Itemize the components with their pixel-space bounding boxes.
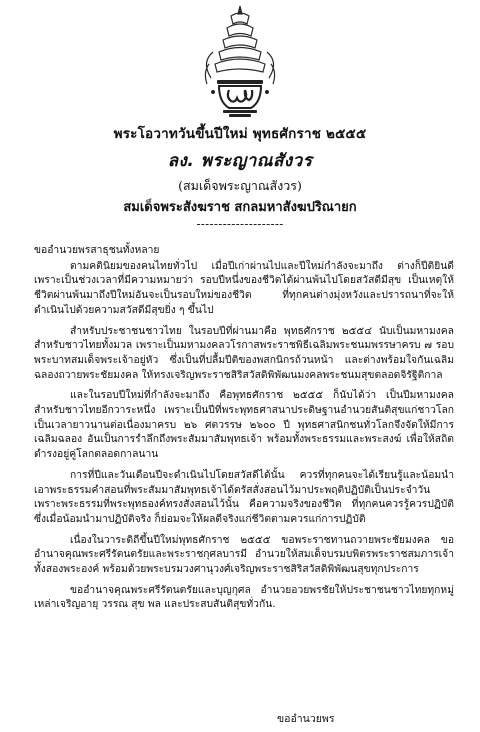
paragraph: และในรอบปีใหม่ที่กำลังจะมาถึง คือพุทธศักราช ๒๕๕๕ ก็นับได้ว่า เป็นปีมหามงคลสำหรับชาวไทยอีกวาระหนึ่ง เพราะเป็นปีที่พระพุทธศาสนาประดิษฐานอำนวยสันติสุขแก่ชาวโลกเป็นเวลายาวนานต่อเนื่องมาครบ ๒๖ ศตวรรษ ๒๖๐๐ ปี พุทธศาสนิกชนทั่วโลกจึงจัดให้มีการเฉลิมฉลอง อันเป็นการรำลึกถึงพระสัมมาสัมพุทธเจ้า พร้อมทั้งพระธรรมและพระสงฆ์ เพื่อให้สถิตดำรงอยู่คู่โลกตลอดกาลนาน xyxy=(34,389,454,461)
signature: ลง. พระญาณสังวร xyxy=(167,151,313,171)
paragraph: การที่ปีและวันเดือนปีจะดำเนินไปโดยสวัสดีได้นั้น ควรที่ทุกคนจะได้เรียนรู้และน้อมนำเอาพระธรรมคำสอนที่พระสัมมาสัมพุทธเจ้าได้ตรัสสั่งสอนไว้มาประพฤติปฏิบัติเป็นประจำวัน เพราะพระธรรมที่พระพุทธองค์ทรงสั่งสอนไว้นั้น คือความจริงของชีวิต ที่ทุกคนควรรู้ควรปฏิบัติ ซึ่งเมื่อน้อมนำมาปฏิบัติจริง ก็ย่อมจะให้ผลดีจริงแก่ชีวิตตามควรแก่การปฏิบัติ xyxy=(34,468,454,525)
author-name: (สมเด็จพระญาณสังวร) xyxy=(178,178,302,193)
message-body xyxy=(34,243,454,618)
separator-line: -------------------- xyxy=(196,217,284,231)
author-position: สมเด็จพระสังฆราช สกลมหาสังฆปริณายก xyxy=(123,200,357,215)
paragraph: เนื่องในวาระดิถีขึ้นปีใหม่พุทธศักราช ๒๕๕๕ ขอพระราชทานถวายพระชัยมงคล ขออำนาจคุณพระศรีรัตนตรัยและพระราชกุศลบารมี อำนวยให้สมเด็จบรมบพิตรพระราชสมภารเจ้า ทั้งสองพระองค์ พร้อมด้วยพระบรมวงศานุวงศ์เจริญพระราชสิริสวัสดิพิพัฒนสุขทุกประการ xyxy=(34,533,454,576)
paragraph: สำหรับประชาชนชาวไทย ในรอบปีที่ผ่านมาคือ พุทธศักราช ๒๕๕๔ นับเป็นมหามงคลสำหรับชาวไทยทั้งมวล เพราะเป็นมหามงคลวโรกาสพระราชพิธีเฉลิมพระชนมพรรษาครบ ๗ รอบ พระบาทสมเด็จพระเจ้าอยู่หัว ซึ่งเป็นที่ปลื้มปีติของพสกนิกรถ้วนหน้า และต่างพร้อมใจกันเฉลิมฉลองถวายพระชัยมงคล ให้ทรงเจริญพระราชสิริสวัสดิพิพัฒนมงคลพระชนมสุขตลอดจิรัฐิติกาล xyxy=(34,324,454,381)
paragraph: ขออำนาจคุณพระศรีรัตนตรัยและบุญกุศล อำนวยอวยพรชัยให้ประชาชนชาวไทยทุกหมู่เหล่าเจริญอายุ วรรณ สุข พล และประสบสันติสุขทั่วกัน. xyxy=(34,583,454,611)
paragraph: ตามคตินิยมของคนไทยทั่วไป เมื่อปีเก่าผ่านไปและปีใหม่กำลังจะมาถึง ต่างก็ปีติยินดี เพราะเป็นช่วงเวลาที่มีความหมายว่า รอบปีหนึ่งของชีวิตได้ผ่านพ้นไปโดยสวัสดีมีสุข เป็นเหตุให้ชีวิตผ่านพ้นมาถึงปีใหม่อันจะเป็นรอบใหม่ของชีวิต ที่ทุกคนต่างมุ่งหวังและปรารถนาที่จะให้ดำเนินไปด้วยความสวัสดีมีสุขยิ่ง ๆ ขึ้นไป xyxy=(34,259,454,316)
closing-blessing: ขออำนวยพร xyxy=(277,713,335,725)
royal-emblem-icon xyxy=(193,2,287,120)
page-title: พระโอวาทวันขึ้นปีใหม่ พุทธศักราช ๒๕๕๕ xyxy=(113,126,367,142)
salutation: ขออำนวยพรสาธุชนทั้งหลาย xyxy=(34,244,160,256)
